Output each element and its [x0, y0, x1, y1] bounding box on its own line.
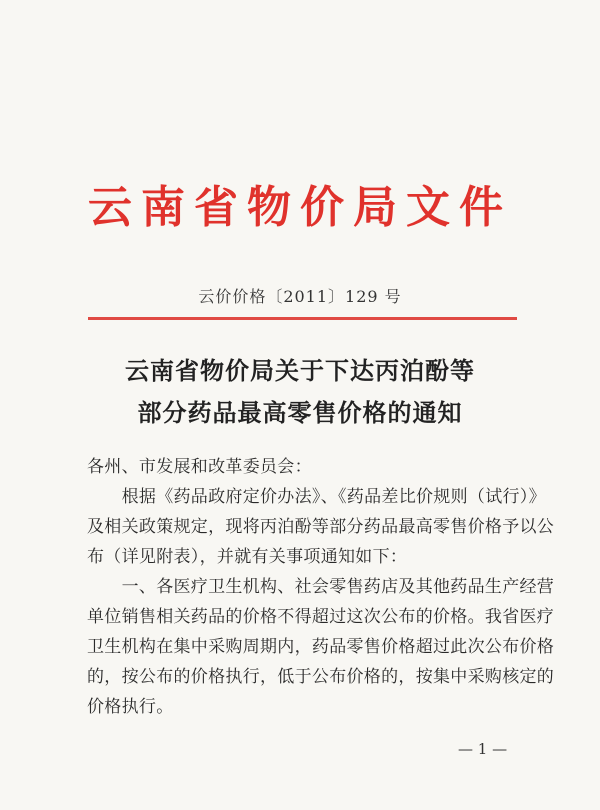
- body-line: 及相关政策规定，现将丙泊酚等部分药品最高零售价格予以公: [87, 517, 555, 537]
- notice-title-line-2: 部分药品最高零售价格的通知: [137, 398, 463, 427]
- body-line: 布（详见附表），并就有关事项通知如下：: [87, 547, 408, 567]
- body-line-salutation: 各州、市发展和改革委员会：: [87, 457, 312, 477]
- red-divider-line: [88, 317, 517, 320]
- body-line: 根据《药品政府定价办法》、《药品差比价规则（试行）》: [87, 487, 546, 507]
- body-line: 的，按公布的价格执行，低于公布价格的，按集中采购核定的: [87, 667, 555, 687]
- document-header-title: 云南省物价局文件: [88, 182, 512, 233]
- body-line: 价格执行。: [87, 697, 174, 717]
- body-line: 单位销售相关药品的价格不得超过这次公布的价格。我省医疗: [87, 607, 555, 627]
- page-number: — 1 —: [458, 740, 508, 758]
- document-number: 云价价格〔2011〕129 号: [198, 287, 402, 306]
- body-line: 一、各医疗卫生机构、社会零售药店及其他药品生产经营: [87, 577, 555, 597]
- body-line: 卫生机构在集中采购周期内，药品零售价格超过此次公布价格: [87, 637, 555, 657]
- notice-title-line-1: 云南省物价局关于下达丙泊酚等: [125, 356, 475, 385]
